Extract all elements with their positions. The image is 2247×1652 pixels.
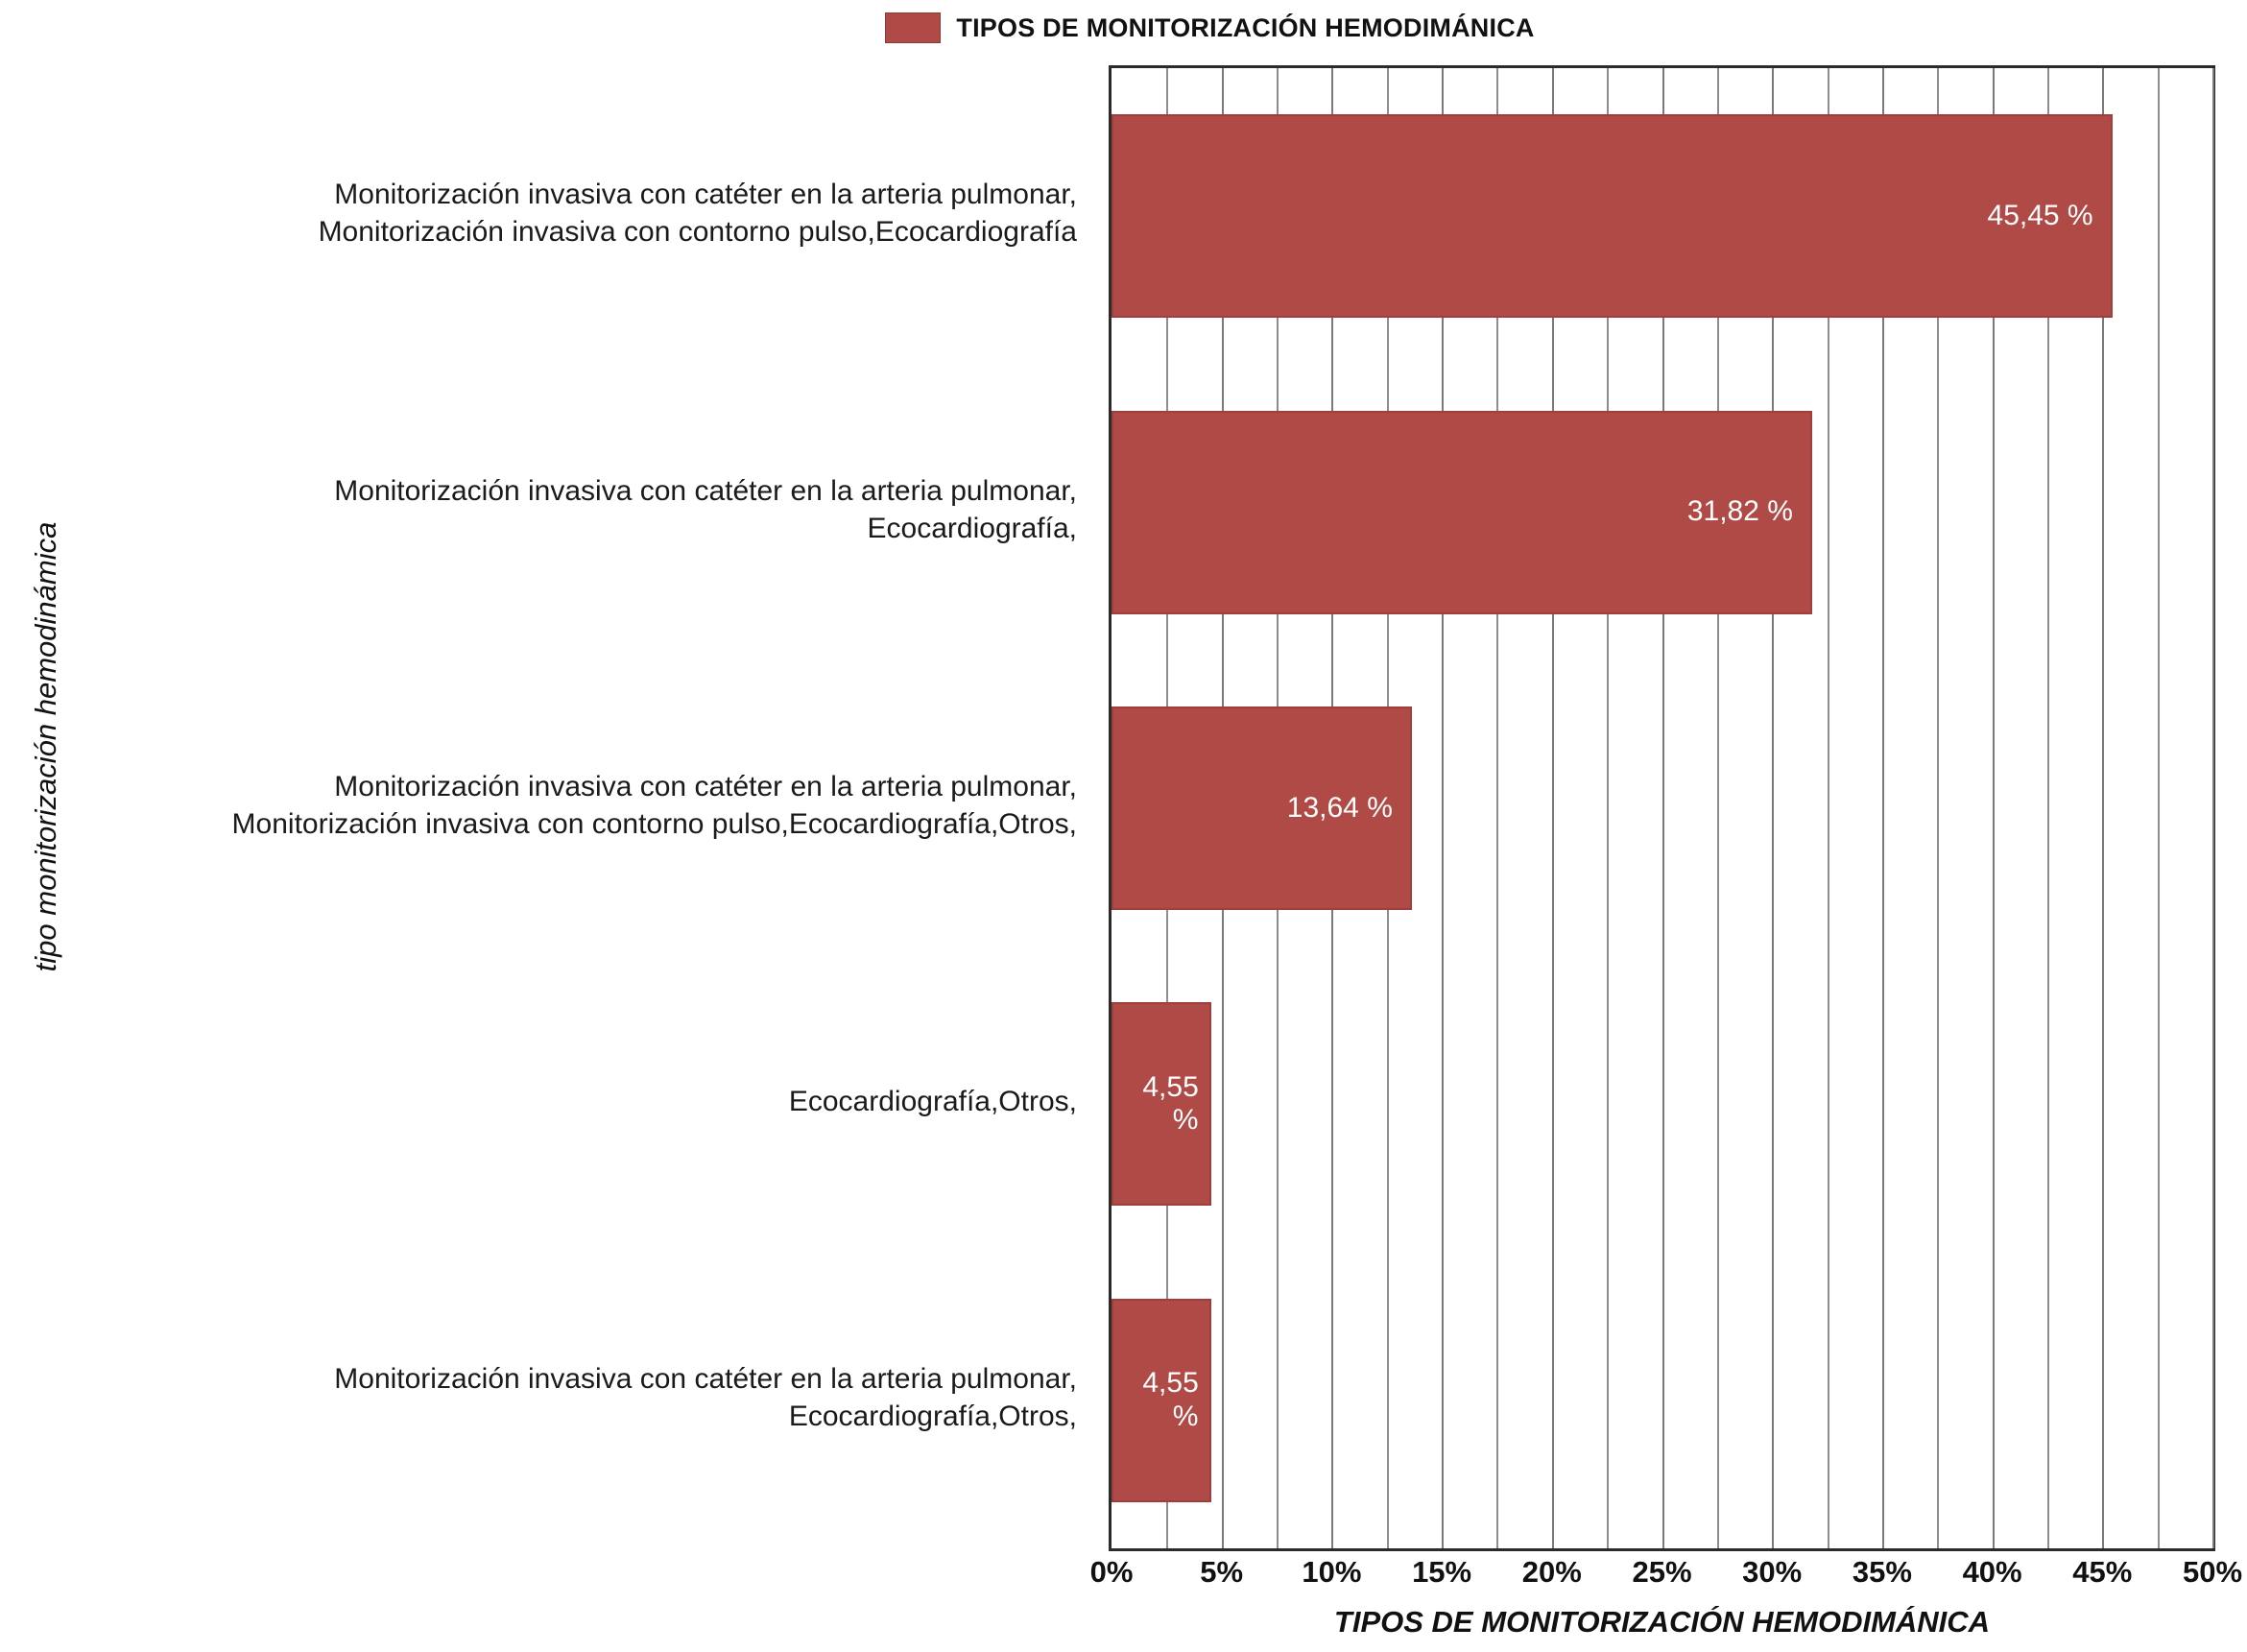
bar[interactable]	[1112, 411, 1812, 614]
bar-row	[1112, 706, 2212, 910]
bar-row	[1112, 1299, 2212, 1502]
category-label: Monitorización invasiva con catéter en la arteria pulmonar, Ecocardiografía,	[334, 474, 1077, 544]
gridline	[2212, 68, 2214, 1548]
x-tick-label: 15%	[1412, 1555, 1472, 1589]
bar[interactable]	[1112, 1299, 1211, 1502]
x-tick-label: 40%	[1962, 1555, 2022, 1589]
x-tick-label: 45%	[2072, 1555, 2133, 1589]
y-axis-title: tipo monitorización hemodinámica	[29, 521, 62, 972]
bar-value-label: 4,55 %	[1142, 1070, 1199, 1137]
bar-series	[1112, 68, 2212, 1548]
x-tick-label: 35%	[1852, 1555, 1912, 1589]
category-label: Monitorización invasiva con catéter en la arteria pulmonar, Monitorización invasiva con contorno pulso,Ecocardiografía,Otros,	[231, 771, 1077, 840]
plot-area	[1109, 65, 2215, 1551]
bar-value-label: 4,55 %	[1142, 1367, 1199, 1432]
x-axis-title: TIPOS DE MONITORIZACIÓN HEMODIMÁNICA	[1333, 1605, 1991, 1639]
bar-value-label: 45,45 %	[1987, 199, 2093, 231]
category-label: Monitorización invasiva con catéter en la arteria pulmonar, Ecocardiografía,Otros,	[334, 1362, 1077, 1432]
chart-legend	[0, 0, 2247, 56]
category-label: Ecocardiografía,Otros,	[788, 1085, 1077, 1117]
category-axis-labels	[0, 65, 1094, 1551]
x-tick-label: 25%	[1632, 1555, 1692, 1589]
legend-color-swatch	[885, 12, 941, 43]
legend-item	[885, 12, 1534, 43]
category-label: Monitorización invasiva con catéter en la arteria pulmonar, Monitorización invasiva con contorno pulso,Ecocardiografía	[318, 179, 1077, 249]
bar-row	[1112, 411, 2212, 614]
x-tick-label: 50%	[2182, 1555, 2243, 1589]
x-tick-label: 10%	[1302, 1555, 1362, 1589]
x-tick-label: 30%	[1742, 1555, 1803, 1589]
x-axis-ticks	[1089, 1555, 2243, 1599]
bar[interactable]	[1112, 706, 1412, 910]
bar-row	[1112, 114, 2212, 318]
legend-label: TIPOS DE MONITORIZACIÓN HEMODIMÁNICA	[956, 12, 1535, 42]
x-tick-label: 5%	[1200, 1555, 1244, 1589]
x-tick-label: 0%	[1089, 1555, 1134, 1589]
bar-value-label: 31,82 %	[1686, 495, 1793, 528]
bar-value-label: 13,64 %	[1286, 791, 1393, 824]
bar-row	[1112, 1002, 2212, 1206]
x-tick-label: 20%	[1521, 1555, 1582, 1589]
bar[interactable]	[1112, 1002, 1211, 1206]
bar[interactable]	[1112, 114, 2113, 318]
